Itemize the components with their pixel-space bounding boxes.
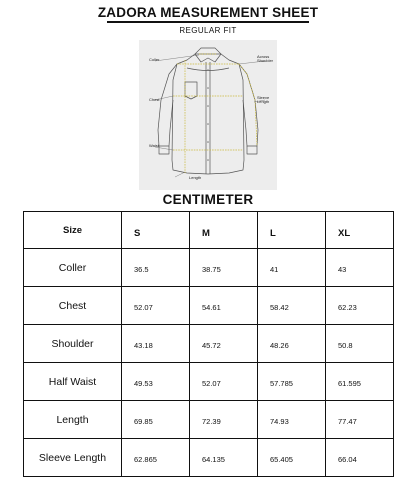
unit-heading: CENTIMETER — [162, 192, 254, 207]
cell-value: 74.93 — [258, 401, 326, 439]
sheet-title: ZADORA MEASUREMENT SHEET — [97, 5, 319, 20]
cell-value: 52.07 — [122, 287, 190, 325]
length-label: Length — [189, 175, 202, 180]
chest-label: Chest — [149, 97, 160, 102]
cell-value: 38.75 — [190, 249, 258, 287]
size-chart-table — [23, 211, 394, 477]
pocket-outline — [185, 82, 197, 99]
cell-value: 41 — [258, 249, 326, 287]
header-m: M — [190, 212, 258, 249]
across-shoulder-label-line1: Across — [257, 54, 270, 59]
sleeve-length-label-line1: Sleeve — [257, 95, 270, 100]
row-label: Sleeve Length — [24, 439, 122, 477]
row-label: Shoulder — [24, 325, 122, 363]
waist-label: Waist — [149, 143, 159, 148]
cell-value: 77.47 — [326, 401, 394, 439]
cell-value: 43.18 — [122, 325, 190, 363]
cell-value: 45.72 — [190, 325, 258, 363]
across-shoulder-label-line2: Shoulder — [257, 58, 274, 63]
row-label: Half Waist — [24, 363, 122, 401]
header-s: S — [122, 212, 190, 249]
cell-value: 52.07 — [190, 363, 258, 401]
header-size: Size — [24, 212, 122, 249]
row-label: Length — [24, 401, 122, 439]
table-row — [24, 401, 394, 439]
table-header-row — [24, 212, 394, 249]
row-label: Coller — [24, 249, 122, 287]
buttons — [207, 69, 209, 161]
cell-value: 64.135 — [190, 439, 258, 477]
cell-value: 69.85 — [122, 401, 190, 439]
cell-value: 72.39 — [190, 401, 258, 439]
cell-value: 49.53 — [122, 363, 190, 401]
row-label: Chest — [24, 287, 122, 325]
cell-value: 48.26 — [258, 325, 326, 363]
title-underline — [107, 21, 309, 23]
shirt-body-outline — [172, 54, 244, 174]
cell-value: 43 — [326, 249, 394, 287]
cell-value: 62.865 — [122, 439, 190, 477]
cell-value: 66.04 — [326, 439, 394, 477]
cell-value: 54.61 — [190, 287, 258, 325]
cell-value: 50.8 — [326, 325, 394, 363]
table-row — [24, 249, 394, 287]
table-row — [24, 439, 394, 477]
cell-value: 58.42 — [258, 287, 326, 325]
table-row — [24, 287, 394, 325]
shirt-measurement-diagram — [139, 40, 277, 190]
header-xl: XL — [326, 212, 394, 249]
placket-outline — [206, 62, 210, 174]
left-cuff-outline — [159, 146, 169, 154]
cell-value: 57.785 — [258, 363, 326, 401]
cell-value: 36.5 — [122, 249, 190, 287]
sleeve-length-label-line2: Length — [257, 99, 270, 104]
right-cuff-outline — [247, 146, 257, 154]
table-row — [24, 363, 394, 401]
coller-label: Coller — [149, 57, 160, 62]
cell-value: 61.595 — [326, 363, 394, 401]
cell-value: 65.405 — [258, 439, 326, 477]
cell-value: 62.23 — [326, 287, 394, 325]
header-l: L — [258, 212, 326, 249]
table-row — [24, 325, 394, 363]
fit-subtitle: REGULAR FIT — [179, 26, 237, 35]
